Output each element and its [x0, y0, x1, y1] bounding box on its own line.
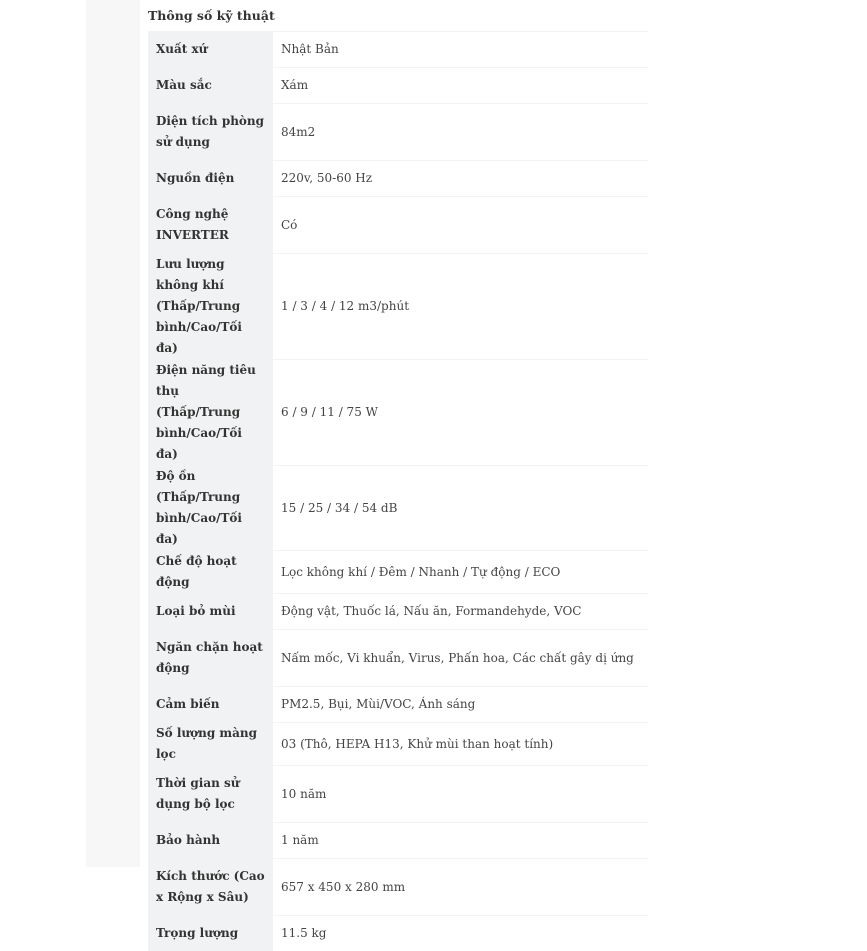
- spec-value: Lọc không khí / Đêm / Nhanh / Tự động / ECO: [273, 550, 648, 593]
- spec-value: 11.5 kg: [273, 915, 648, 951]
- spec-label: Xuất xứ: [148, 31, 273, 67]
- spec-table: [148, 31, 648, 951]
- spec-row: [148, 465, 648, 550]
- spec-row: [148, 915, 648, 951]
- spec-row: [148, 160, 648, 196]
- spec-label: Bảo hành: [148, 822, 273, 858]
- spec-label: Loại bỏ mùi: [148, 593, 273, 629]
- spec-value: Nhật Bản: [273, 31, 648, 67]
- spec-value: 1 / 3 / 4 / 12 m3/phút: [273, 253, 648, 359]
- spec-value: PM2.5, Bụi, Mùi/VOC, Ánh sáng: [273, 686, 648, 722]
- spec-row: [148, 253, 648, 359]
- spec-label: Màu sắc: [148, 67, 273, 103]
- spec-row: [148, 67, 648, 103]
- spec-label: Kích thước (Cao x Rộng x Sâu): [148, 858, 273, 915]
- spec-label: Ngăn chặn hoạt động: [148, 629, 273, 686]
- spec-row: [148, 550, 648, 593]
- spec-label: Công nghệ INVERTER: [148, 196, 273, 253]
- spec-label: Thời gian sử dụng bộ lọc: [148, 765, 273, 822]
- spec-label: Cảm biến: [148, 686, 273, 722]
- spec-value: 84m2: [273, 103, 648, 160]
- spec-label: Điện năng tiêu thụ (Thấp/Trung bình/Cao/Tối đa): [148, 359, 273, 465]
- spec-row: [148, 822, 648, 858]
- spec-label: Diện tích phòng sử dụng: [148, 103, 273, 160]
- spec-value: Có: [273, 196, 648, 253]
- spec-value: Động vật, Thuốc lá, Nấu ăn, Formandehyde, VOC: [273, 593, 648, 629]
- spec-row: [148, 196, 648, 253]
- spec-table-body: [148, 31, 648, 951]
- spec-value: 1 năm: [273, 822, 648, 858]
- spec-value: 6 / 9 / 11 / 75 W: [273, 359, 648, 465]
- spec-value: 03 (Thô, HEPA H13, Khử mùi than hoạt tính): [273, 722, 648, 765]
- spec-row: [148, 593, 648, 629]
- spec-value: 15 / 25 / 34 / 54 dB: [273, 465, 648, 550]
- section-title: Thông số kỹ thuật: [148, 8, 275, 23]
- left-gutter: [86, 0, 140, 867]
- spec-label: Nguồn điện: [148, 160, 273, 196]
- spec-value: 10 năm: [273, 765, 648, 822]
- spec-label: Lưu lượng không khí (Thấp/Trung bình/Cao/Tối đa): [148, 253, 273, 359]
- spec-section: [148, 0, 848, 951]
- spec-row: [148, 686, 648, 722]
- spec-row: [148, 359, 648, 465]
- spec-label: Chế độ hoạt động: [148, 550, 273, 593]
- spec-row: [148, 629, 648, 686]
- spec-value: Nấm mốc, Vi khuẩn, Virus, Phấn hoa, Các chất gây dị ứng: [273, 629, 648, 686]
- spec-row: [148, 103, 648, 160]
- spec-value: 220v, 50-60 Hz: [273, 160, 648, 196]
- spec-row: [148, 722, 648, 765]
- spec-label: Trọng lượng: [148, 915, 273, 951]
- spec-label: Độ ồn (Thấp/Trung bình/Cao/Tối đa): [148, 465, 273, 550]
- spec-row: [148, 765, 648, 822]
- spec-value: Xám: [273, 67, 648, 103]
- spec-label: Số lượng màng lọc: [148, 722, 273, 765]
- spec-value: 657 x 450 x 280 mm: [273, 858, 648, 915]
- spec-row: [148, 31, 648, 67]
